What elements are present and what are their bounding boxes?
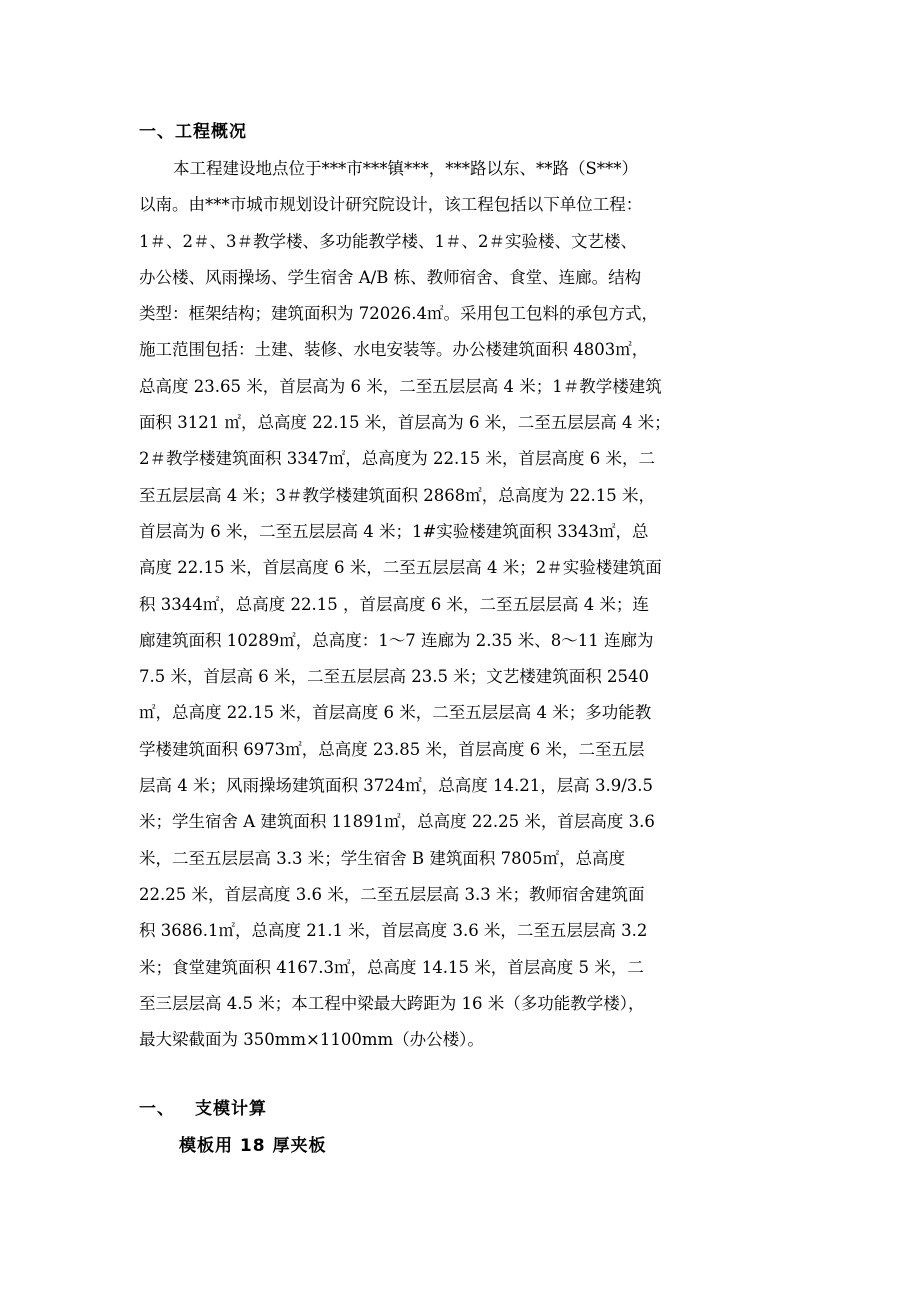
section-heading-number: 一、 [139, 1099, 175, 1119]
paragraph-line: 类型：框架结构；建筑面积为 72026.4㎡。采用包工包料的承包方式， [139, 304, 658, 324]
paragraph-line: 米，二至五层层高 3.3 米；学生宿舍 B 建筑面积 7805㎡，总高度 [139, 848, 626, 868]
paragraph-line: 2＃教学楼建筑面积 3347㎡，总高度为 22.15 米，首层高度 6 米，二 [139, 449, 655, 469]
paragraph-line: 以南。由***市城市规划设计研究院设计，该工程包括以下单位工程： [139, 195, 643, 215]
paragraph-line: 施工范围包括：土建、装修、水电安装等。办公楼建筑面积 4803㎡， [139, 340, 649, 360]
paragraph-line: 22.25 米，首层高度 3.6 米，二至五层层高 3.3 米；教师宿舍建筑面 [139, 884, 645, 904]
paragraph-line: 层高 4 米；风雨操场建筑面积 3724㎡，总高度 14.21，层高 3.9/3.5 [139, 776, 653, 796]
paragraph-line: 总高度 23.65 米，首层高为 6 米，二至五层层高 4 米；1＃教学楼建筑 [139, 376, 662, 396]
paragraph-line: 至五层层高 4 米；3＃教学楼建筑面积 2868㎡，总高度为 22.15 米， [139, 485, 655, 505]
paragraph-line: 米；食堂建筑面积 4167.3㎡，总高度 14.15 米，首层高度 5 米，二 [139, 957, 644, 977]
paragraph-line: 高度 22.15 米，首层高度 6 米，二至五层层高 4 米；2＃实验楼建筑面 [139, 558, 662, 578]
paragraph-line: 1＃、2＃、3＃教学楼、多功能教学楼、1＃、2＃实验楼、文艺楼、 [139, 231, 637, 251]
paragraph-line: 至三层层高 4.5 米；本工程中梁最大跨距为 16 米（多功能教学楼）， [139, 993, 645, 1013]
formwork-subheading: 模板用 18 厚夹板 [179, 1136, 327, 1156]
paragraph-line: 积 3344㎡，总高度 22.15 ，首层高度 6 米，二至五层层高 4 米；连 [139, 594, 649, 614]
paragraph-line: 米；学生宿舍 A 建筑面积 11891㎡，总高度 22.25 米，首层高度 3.6 [139, 812, 655, 832]
paragraph-line: 首层高为 6 米，二至五层层高 4 米；1#实验楼建筑面积 3343㎡，总 [139, 521, 649, 541]
paragraph-line: 廊建筑面积 10289㎡，总高度：1～7 连廊为 2.35 米、8～11 连廊为 [139, 630, 654, 650]
project-overview-paragraph [139, 151, 779, 1058]
paragraph-line: ㎡，总高度 22.15 米，首层高度 6 米，二至五层层高 4 米；多功能教 [139, 703, 652, 723]
paragraph-line: 面积 3121 ㎡，总高度 22.15 米，首层高为 6 米，二至五层层高 4 米； [139, 413, 671, 433]
paragraph-line: 本工程建设地点位于***市***镇***，***路以东、**路（S***） [173, 159, 639, 178]
section-heading-formwork-calculation [139, 1094, 267, 1119]
section-heading-project-overview: 一、工程概况 [139, 122, 247, 142]
paragraph-line: 办公楼、风雨操场、学生宿舍 A/B 栋、教师宿舍、食堂、连廊。结构 [139, 267, 642, 287]
paragraph-line: 最大梁截面为 350mm×1100mm（办公楼）。 [139, 1030, 484, 1050]
paragraph-line: 7.5 米，首层高 6 米，二至五层层高 23.5 米；文艺楼建筑面积 2540 [139, 667, 649, 687]
paragraph-line: 学楼建筑面积 6973㎡，总高度 23.85 米，首层高度 6 米，二至五层 [139, 739, 645, 759]
section-heading-text: 支模计算 [195, 1099, 267, 1119]
paragraph-line: 积 3686.1㎡，总高度 21.1 米，首层高度 3.6 米，二至五层层高 3.2 [139, 921, 648, 941]
